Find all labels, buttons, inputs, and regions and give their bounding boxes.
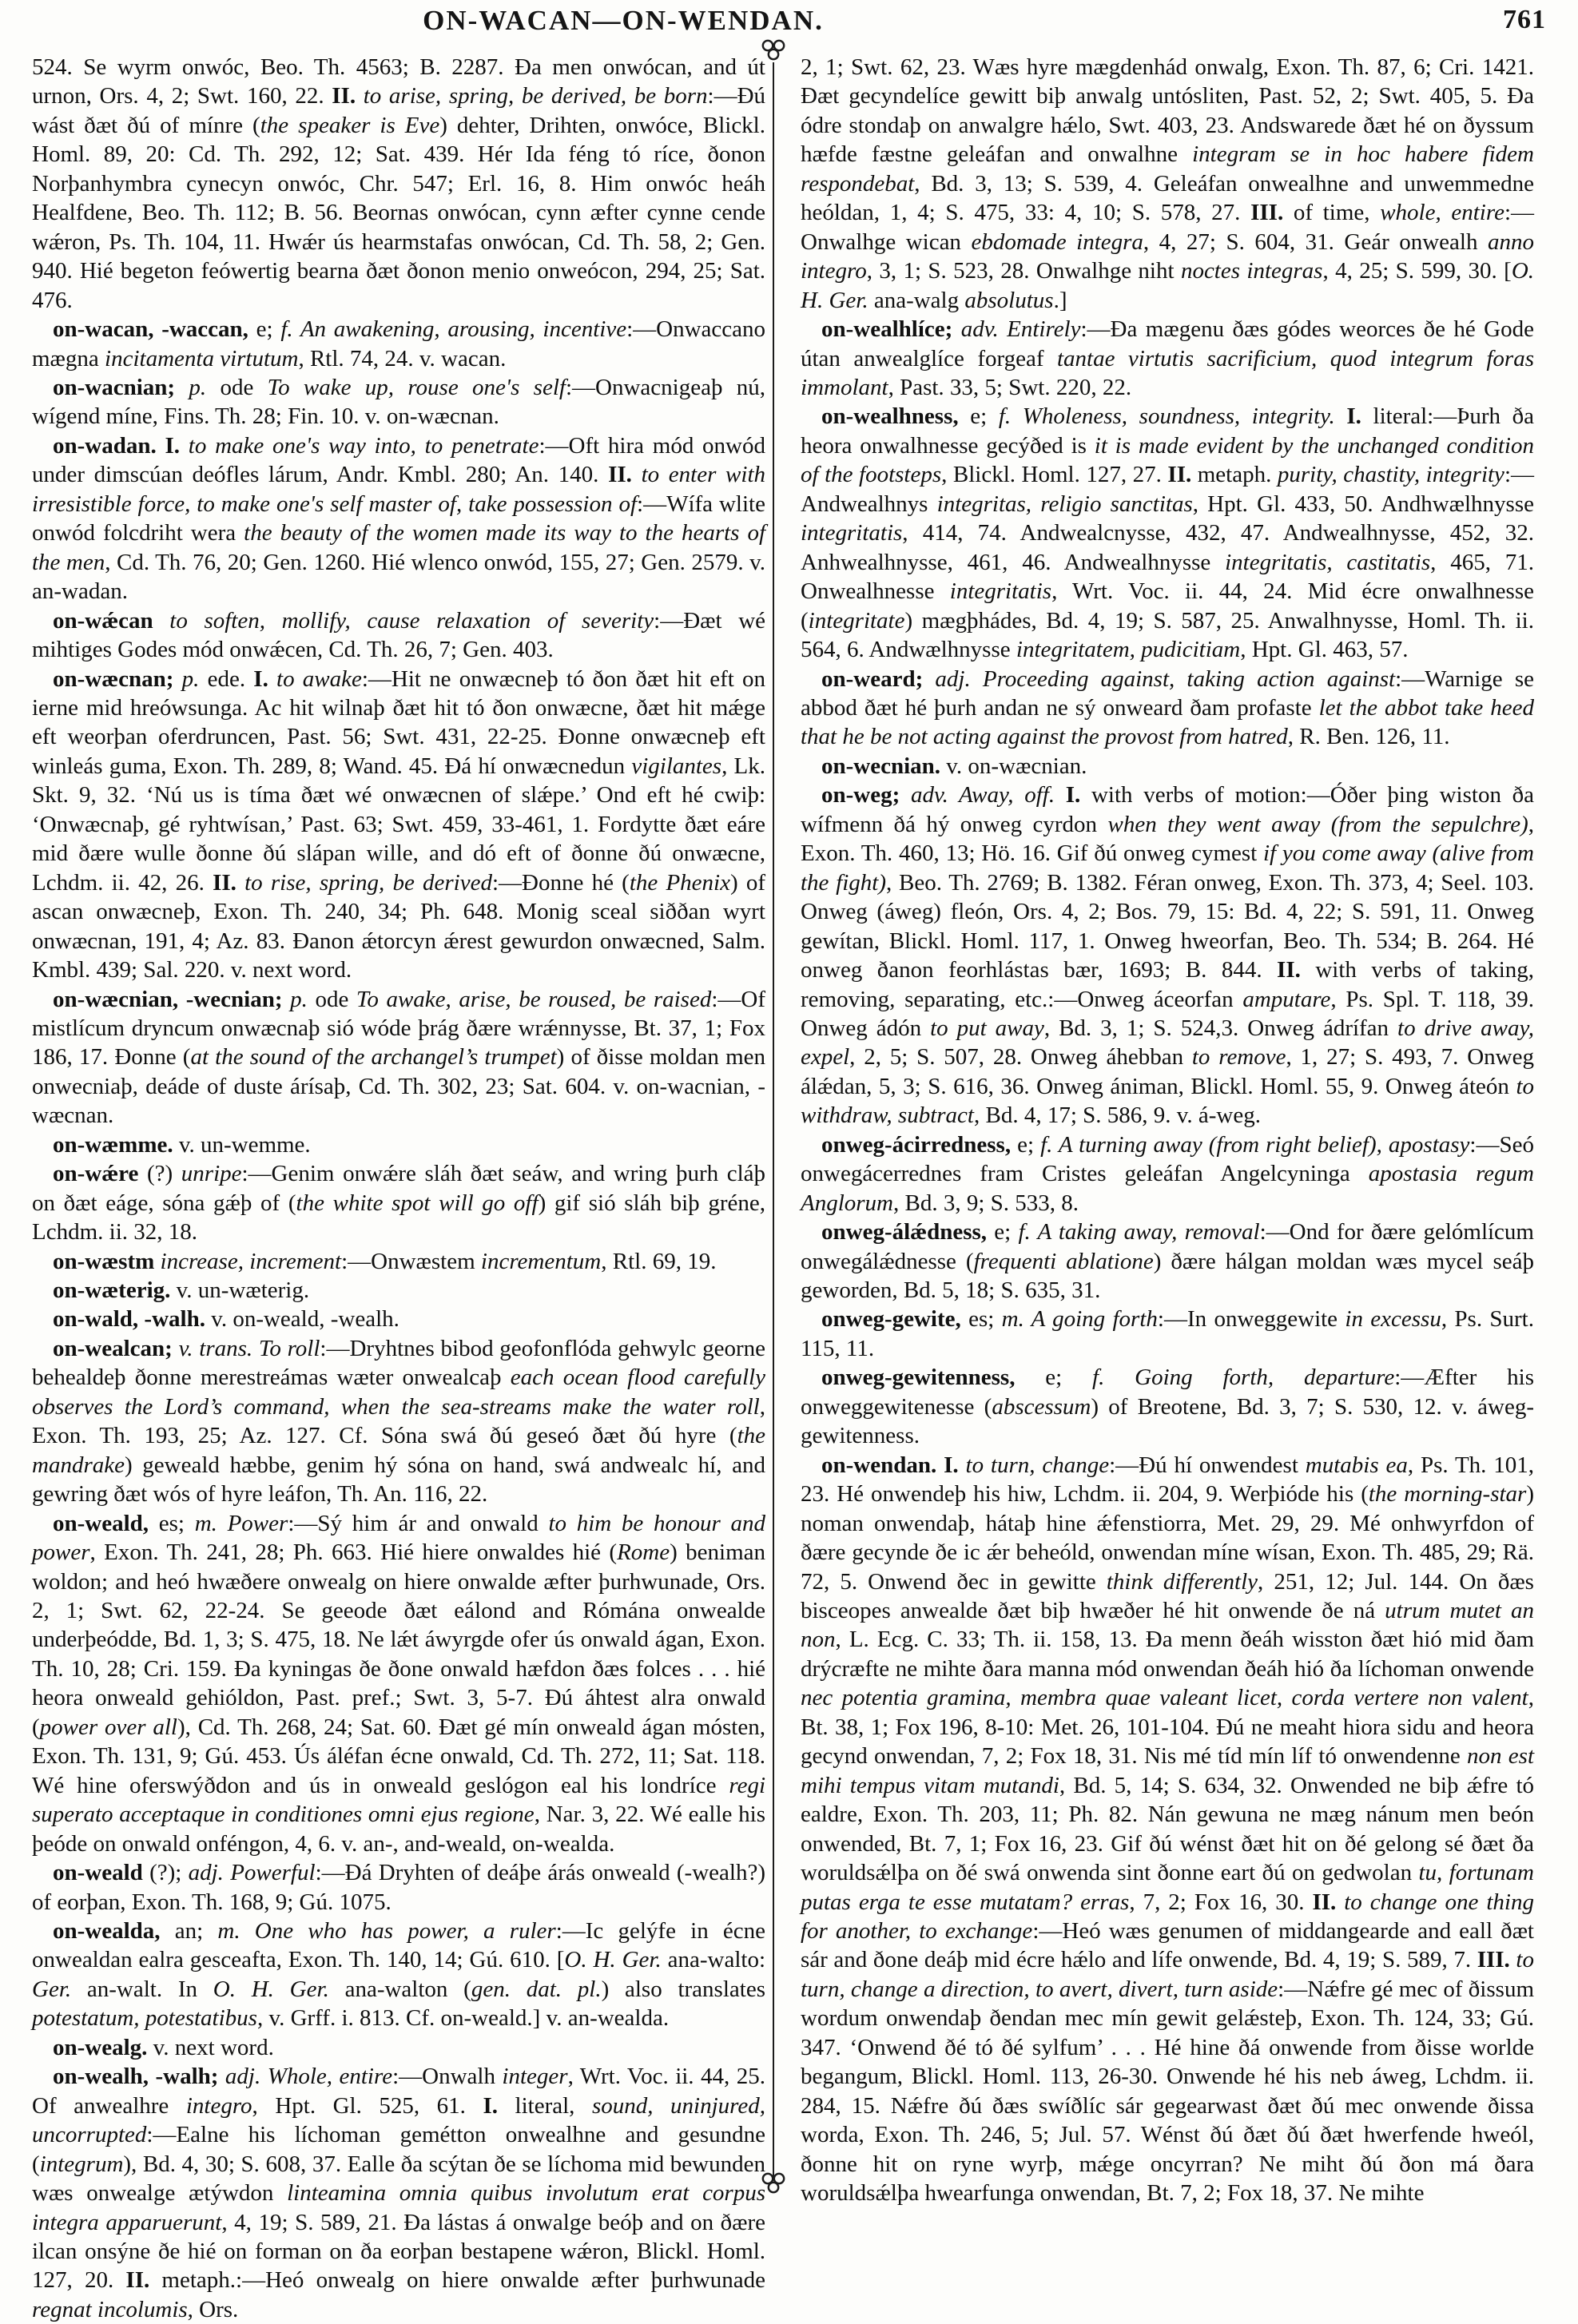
- gloss-text: Rome: [617, 1539, 670, 1566]
- body-text: ) geweald hæbbe, genim hý sóna on hand, swá andwealc hí, and gewring ðæt wós of hyre leáfon, Th. An. 116, 22.: [32, 1452, 765, 1508]
- gloss-text: integritatis, castitatis: [1225, 549, 1431, 575]
- body-text: , 251, 12; Jul. 144. On ðæs bisceopes anwealde ðæt biþ hwæðer hé hit onwende ðe ná: [801, 1568, 1534, 1624]
- gloss-text: to enter with irresistible force, to make one's self master of, take possession of: [32, 462, 765, 517]
- gloss-text: in excessu: [1345, 1306, 1441, 1333]
- gloss-text: m. A going forth: [1001, 1306, 1158, 1333]
- headword-or-sense-label: II.: [332, 83, 356, 109]
- body-text: [283, 987, 291, 1012]
- body-text: .]: [1053, 287, 1067, 313]
- gloss-text: v. trans. To roll: [178, 1335, 320, 1361]
- body-text: , Bt. 38, 1; Fox 196, 8-10: Met. 26, 101-104. Ðú ne meaht hiora sidu and heora gecynd onwendan, 7, 2; Fox 18, 31. Nis mé tíd mín líf tó onwendenne: [801, 1685, 1534, 1770]
- body-text: :—Ealne his líchoman gemétton onwealhne and gesundne (: [32, 2122, 765, 2177]
- gloss-text: incrementum: [480, 1248, 602, 1274]
- dictionary-entry: [32, 665, 765, 985]
- dictionary-entry: [801, 1305, 1534, 1363]
- body-text: with verbs of motion:—Óðer þing wiston ða wífmenn ðá hý onweg cyrdon: [801, 782, 1534, 837]
- body-text: :—Sý him ár and onwald: [288, 1510, 549, 1536]
- gloss-text: to turn, change: [958, 1452, 1110, 1478]
- body-text: [218, 2064, 225, 2089]
- body-text: with verbs of taking, removing, separating, etc.:—Onweg áceorfan: [801, 957, 1534, 1012]
- dictionary-entry: [32, 1247, 765, 1276]
- headword-or-sense-label: on-wald, -walh.: [53, 1306, 205, 1333]
- body-text: , Ps. Th. 101, 23. Hé onwendeþ his hiw, Lchdm. ii. 204, 9. Werþióde his (: [801, 1452, 1535, 1508]
- page-number: 761: [1503, 5, 1546, 34]
- gloss-text: noctes integras: [1180, 258, 1323, 284]
- column-divider-rule: [773, 62, 774, 2179]
- gloss-text: O. H. Ger.: [213, 1976, 329, 2002]
- gloss-text: the Phenix: [629, 869, 730, 896]
- headword-or-sense-label: on-weald: [53, 1860, 143, 1886]
- body-text: , Bd. 3, 9; S. 533, 8.: [893, 1190, 1079, 1216]
- gloss-text: tu, fortunam putas erga te esse mutatam? erras: [801, 1860, 1534, 1915]
- body-text: metaph.:—Heó onwealg on hiere onwalde æfter þurhwunade: [149, 2267, 765, 2294]
- body-text: , Wrt. Voc. ii. 44, 25. Of anwealhre: [32, 2064, 765, 2119]
- body-text: , 4, 27; S. 604, 31. Geár onwealh: [1143, 228, 1488, 255]
- body-text: :—Onwæstem: [341, 1248, 481, 1274]
- body-text: :—Æfter his onweggewitenesse (: [801, 1365, 1534, 1420]
- headword-or-sense-label: onweg-álǽdness,: [821, 1219, 988, 1245]
- body-text: :—Ðú wást ðæt ðú of mínre (: [32, 83, 766, 138]
- gloss-text: if you come away (alive from the fight): [801, 840, 1534, 896]
- body-text: ) mægþhádes, Bd. 4, 19; S. 587, 25. Anwalhnysse, Homl. Th. ii. 564, 6. Andwælhnysse: [801, 607, 1534, 663]
- gloss-text: f. A taking away, removal: [1018, 1219, 1260, 1245]
- headword-or-sense-label: I.: [944, 1452, 959, 1478]
- gloss-text: vigilantes: [631, 753, 722, 779]
- headword-or-sense-label: on-wealda,: [53, 1918, 161, 1944]
- body-text: , 465, 71. Onwealhnesse: [801, 549, 1534, 605]
- body-text: , 414, 74. Andwealcnysse, 432, 47. Andwealhnysse, 452, 32. Anhwealhnysse, 461, 46. Andwealhnysse: [801, 520, 1534, 575]
- headword-or-sense-label: II.: [1277, 957, 1301, 983]
- headword-or-sense-label: on-wæcnan;: [53, 665, 174, 692]
- body-text: , 4, 19; S. 589, 21. Ða lástas á onwalge beóþ and on ðære ilcan onsýne ðe hié on forman on ða eorþan bestapene wǽron, Blickl. Homl. 127, 20.: [32, 2209, 765, 2294]
- body-text: :—Warnige se abbod ðæt hé þurh andan ne sý onweard ðam profaste: [801, 665, 1534, 721]
- body-text: 2, 1; Swt. 62, 23. Wæs hyre mægdenhád onwalg, Exon. Th. 87, 6; Cri. 1421. Ðæt gecyndelíce gewitt biþ anwalg untósliten, Past. 52, 2; Swt. 405, 5. Ða ódre stondaþ on anwalgre hǽlo, Swt. 403, 23. Andswarede ðæt hé on ðyssum hæfde fæstne geleáfan and onwalhne: [801, 54, 1534, 168]
- headword-or-sense-label: on-wǽre: [53, 1161, 139, 1187]
- body-text: , Cd. Th. 76, 20; Gen. 1260. Hié wlenco onwód, 155, 27; Gen. 2579. v. an-wadan.: [32, 549, 765, 605]
- headword-or-sense-label: on-wǽcan: [53, 607, 153, 634]
- dictionary-entry: [32, 315, 765, 373]
- body-text: , L. Ecg. C. 33; Th. ii. 158, 13. Ða menn ðeáh wisston ðæt hió mid ðam drýcræfte ne mihte ðara manna mód onwendan ðeáh hió ða líchoman onwende: [801, 1627, 1534, 1682]
- gloss-text: integritate: [808, 607, 905, 634]
- body-text: :—Seó onwegácerrednes fram Cristes geleáfan Angelcyninga: [801, 1131, 1534, 1187]
- body-text: , Nar. 3, 22. Wé ealle his þeóde on onwald onféngon, 4, 6. v. an-, and-weald, on-wealda.: [32, 1802, 765, 1857]
- body-text: :—Andwealhnys: [801, 462, 1534, 517]
- body-text: :—Ða mægenu ðæs gódes weorces ðe hé Gode útan anwealglíce forgeaf: [801, 316, 1535, 371]
- gloss-text: ebdomade integra: [971, 228, 1143, 255]
- headword-or-sense-label: on-wealcan;: [53, 1335, 173, 1361]
- body-text: ) of ascan onwæcneþ, Exon. Th. 240, 34; Ph. 648. Monig sceal siððan wyrt onwæcnan, 191, 4; Az. 83. Ðanon ǽtorcyn ǽrest gewurdon onwæcned, Salm. Kmbl. 439; Sal. 220. v. next word.: [32, 869, 765, 983]
- body-text: ) noman onwendaþ, hátaþ hine ǽfenstiorra, Met. 29, 29. Mé onhwyrfdon of ðære gecynde ðe ic ǽr beheóld, onwendan míne wísan, Exon. Th. 485, 29; Rä. 72, 5. Onwend ðec in gewitte: [801, 1481, 1534, 1595]
- gloss-text: amputare: [1242, 986, 1331, 1012]
- body-text: :—Nǽfre gé mec of ðissum wordum onwendaþ ðendan mec mín gewit gelǽsteþ, Exon. Th. 124, 33; Gú. 347. ‘Onwend ðé tó ðé sylfum’ . . . Hé hine ðá onwende from ðisse worlde begangum, Blickl. Homl. 113, 26-30. Onwende hé his neb áweg, Lchdm. ii. 284, 15. Nǽfre ðú ðæs swíðlíc sár gegearwast ðæt ðú mec onwende ðissa worda, Exon. Th. 246, 5; Jul. 57. Wénst ðú ðæt ðú ðæt hwerfende hweól, ðonne hit on ryne wyrþ, mǽge oncyrran? Ne miht ðú ðon má ðara woruldsǽlþa hwearfunga onwendan, Bt. 7, 2; Fox 18, 37. Ne mihte: [801, 1976, 1534, 2207]
- body-text: :—Onwalh: [392, 2064, 503, 2090]
- headword-or-sense-label: II.: [608, 462, 632, 488]
- body-text: :—Ond for ðære gelómlícum onwegálǽdnesse (: [801, 1219, 1534, 1274]
- gloss-text: f. A turning away (from right belief), apostasy: [1040, 1131, 1470, 1158]
- gloss-text: tantae virtutis sacrificium, quod integrum foras immolant: [801, 345, 1534, 400]
- dictionary-entry: [32, 1334, 765, 1509]
- body-text: ) beniman woldon; and heó hwæðere onwealg on hiere onwalde æfter þurhwunade, Ors. 2, 1; Swt. 62, 22-24. Se geeode ðæt eálond and Rómána onwealde underþeódde, Bd. 1, 3; S. 475, 18. Ne lǽt áwyrgde ofer ús onwald ágan, Exon. Th. 10, 28; Cri. 159. Ða kyningas ðe ðone onwald hæfdon ðæs folces . . . hié heora onweald gehióldon, Past. pref.; Swt. 3, 5-7. Ðú áhtest alra onwald (: [32, 1539, 765, 1740]
- dictionary-entry: [32, 1917, 765, 2033]
- dictionary-entry: [801, 665, 1534, 752]
- gloss-text: potestatum, potestatibus: [32, 2005, 257, 2032]
- body-text: v. on-weald, -wealh.: [205, 1306, 399, 1333]
- body-text: , Hpt. Gl. 525, 61.: [252, 2092, 483, 2119]
- headword-or-sense-label: onweg-gewitenness,: [821, 1365, 1016, 1391]
- gloss-text: to awake: [268, 665, 362, 692]
- body-text: e;: [1015, 1365, 1093, 1391]
- right-column: [801, 53, 1534, 2208]
- dictionary-entry: [801, 402, 1534, 664]
- gloss-text: abscessum: [992, 1393, 1091, 1420]
- gloss-text: p.: [189, 374, 207, 400]
- body-text: [173, 666, 181, 692]
- body-text: , Rtl. 74, 24. v. wacan.: [298, 345, 507, 371]
- body-text: , R. Ben. 126, 11.: [1287, 724, 1450, 750]
- dictionary-entry: [801, 1451, 1534, 2208]
- gloss-text: O. H. Ger.: [801, 258, 1535, 313]
- body-text: , Bd. 5, 14; S. 634, 32. Onwended ne biþ ǽfre tó ealdre, Exon. Th. 203, 11; Ph. 82. Nán gewuna ne mæg nánum men beón onwended, Bt. 7, 1; Fox 16, 23. Gif ðú wénst ðæt hit on ðé gelong sé ðæt ða woruldsǽlþa on ðé swá onwenda sint ðonne eart ðú on gedwolan: [801, 1772, 1535, 1886]
- gloss-text: adj. Powerful: [188, 1860, 316, 1886]
- body-text: e;: [987, 1219, 1019, 1245]
- body-text: :—Onwaccano mægna: [32, 316, 766, 371]
- dictionary-entry: [801, 1218, 1534, 1305]
- gloss-text: power over all: [39, 1714, 177, 1740]
- headword-or-sense-label: on-wecnian.: [821, 753, 941, 779]
- gloss-text: adv. Entirely: [960, 316, 1081, 343]
- body-text: , Wrt. Voc. ii. 44, 24. Mid écre onwalhnesse (: [801, 578, 1534, 634]
- body-text: (?): [138, 1161, 181, 1187]
- gloss-text: to soften, mollify, cause relaxation of severity: [153, 607, 654, 634]
- body-text: , 2, 5; S. 507, 28. Onweg áhebban: [849, 1044, 1192, 1071]
- gloss-text: Ger.: [32, 1976, 72, 2002]
- gloss-text: p.: [181, 665, 200, 692]
- gloss-text: regnat incolumis: [32, 2296, 188, 2322]
- headword-or-sense-label: II.: [213, 869, 237, 896]
- body-text: v. on-wæcnian.: [940, 753, 1087, 779]
- gloss-text: the beauty of the women made its way to the hearts of the men: [32, 520, 765, 575]
- gloss-text: linteamina omnia quibus involutum erat corpus integra apparuerunt: [32, 2180, 766, 2235]
- body-text: , Past. 33, 5; Swt. 220, 22.: [888, 374, 1132, 400]
- body-text: 524. Se wyrm onwóc, Beo. Th. 4563; B. 2287. Ða men onwócan, and út urnon, Ors. 4, 2; Swt. 160, 22.: [32, 54, 765, 109]
- body-text: :—Onwacnigeaþ nú, wígend míne, Fins. Th. 28; Fin. 10. v. on-wæcnan.: [32, 374, 765, 430]
- body-text: v. next word.: [147, 2034, 274, 2060]
- body-text: ) ðære hálgan moldan wæs mycel seáþ geworden, Bd. 5, 18; S. 635, 31.: [801, 1248, 1534, 1304]
- dictionary-entry: [32, 1509, 765, 1858]
- gloss-text: to remove: [1191, 1044, 1286, 1071]
- body-text: ), Cd. Th. 268, 24; Sat. 60. Ðæt gé mín onweald ágan mósten, Exon. Th. 131, 9; Gú. 453. Ús áléfan écne onwald, Cd. Th. 272, 11; Sat. 118. Wé hine oferswýðdon and ús in onweald geslógon eal his londríce: [32, 1714, 765, 1798]
- headword-or-sense-label: on-weg;: [821, 782, 900, 808]
- gloss-text: let the abbot take heed that he be not acting against the provost from hatred: [801, 694, 1535, 750]
- body-text: , Exon. Th. 193, 25; Az. 127. Cf. Sóna swá ðú geseó ðæt ðú hyre (: [32, 1393, 765, 1449]
- gloss-text: anno integro: [801, 228, 1534, 284]
- gloss-text: f. Wholeness, soundness, integrity.: [998, 403, 1335, 430]
- body-text: v. un-wæterig.: [170, 1277, 310, 1304]
- body-text: ) dehter, Drihten, onwóce, Blickl. Homl. 89, 20: Cd. Th. 292, 12; Sat. 439. Hér Ida féng tó ríce, ðonon Norþanhymbra cynecyn onwóc, Chr. 547; Erl. 16, 8. Him onwóc heáh Healfdene, Beo. Th. 112; B. 56. Beornas onwócan, cynn æfter cynne cende wǽron, Ps. Th. 104, 11. Hwǽr ús hearmstafas onwócan, Cd. Th. 58, 2; Gen. 940. Hié begeton feówertig bearna ðæt ðonon menio onweócon, 294, 25; Sat. 476.: [32, 112, 765, 313]
- dictionary-entry: [801, 1363, 1534, 1450]
- body-text: , Beo. Th. 2769; B. 1382. Féran onweg, Exon. Th. 373, 4; Seel. 103. Onweg (áweg) fleón, Ors. 4, 2; Bos. 79, 15: Bd. 4, 22; S. 591, 11. Onweg gewítan, Blickl. Homl. 117, 1. Onweg hweorfan, Beo. Th. 534; B. 264. Hé onweg ðanon feorhlástas bær, 1693; B. 844.: [801, 869, 1534, 983]
- dictionary-entry: [32, 431, 765, 606]
- gloss-text: adj. Whole, entire: [225, 2064, 393, 2090]
- gloss-text: when they went away (from the sepulchre): [1107, 811, 1528, 837]
- gloss-text: nec potentia gramina, membra quae valeant licet, corda vertere non valent: [801, 1685, 1528, 1711]
- headword-or-sense-label: I.: [165, 432, 181, 459]
- gloss-text: to rise, spring, be derived: [236, 869, 492, 896]
- headword-or-sense-label: I.: [1346, 403, 1361, 430]
- headword-or-sense-label: I.: [253, 665, 268, 692]
- headword-or-sense-label: on-wæmme.: [53, 1131, 173, 1158]
- body-text: :—Heó wæs genumen of middangearde and eall ðæt sár and ðone deáþ mid écre hǽlo and lífe onwende, Bd. 4, 19; S. 589, 7.: [801, 1918, 1534, 1973]
- gloss-text: integram se in hoc habere fidem respondebat: [801, 141, 1534, 197]
- gloss-text: adv. Away, off.: [910, 782, 1055, 808]
- gloss-text: to him be honour and power: [32, 1510, 765, 1566]
- page-title: ON-WACAN—ON-WENDAN.: [423, 5, 824, 36]
- body-text: ) also translates: [601, 1976, 765, 2002]
- body-text: an;: [160, 1918, 218, 1944]
- headword-or-sense-label: on-wacan, -waccan,: [53, 316, 248, 343]
- body-text: [175, 375, 189, 400]
- dictionary-entry: [32, 1305, 765, 1333]
- body-text: , v. Grff. i. 813. Cf. on-weald.] v. an-wealda.: [256, 2005, 670, 2032]
- gloss-text: gen. dat. pl.: [471, 1976, 602, 2002]
- gloss-text: integritatis: [801, 520, 903, 546]
- body-text: (?);: [142, 1860, 189, 1886]
- body-text: :—Hit ne onwæcneþ tó ðon ðæt hit eft on ierne mid hreówsunga. Ac hit wilnaþ ðæt hit tó ðon onwæcne, ðæt hit mǽge eft weorþan oferdruncen, Past. 56; Swt. 431, 22-25. Ðonne onwæcneþ eft winleás guma, Exon. Th. 289, 8; Wand. 45. Ðá hí onwæcnedun: [32, 665, 765, 779]
- gloss-text: the white spot will go off: [296, 1190, 539, 1216]
- body-text: :—Oft hira mód onwód under dimscúan deófles lárum, Andr. Kmbl. 280; An. 140.: [32, 432, 766, 488]
- gloss-text: to make one's way into, to penetrate: [180, 432, 539, 459]
- headword-or-sense-label: on-wealhness,: [821, 403, 959, 430]
- gloss-text: incitamenta virtutum: [105, 345, 299, 371]
- gloss-text: f. Going forth, departure: [1092, 1365, 1395, 1391]
- dictionary-entry: [32, 2033, 765, 2062]
- body-text: , Ps. Surt. 115, 11.: [801, 1306, 1534, 1361]
- body-text: , Hpt. Gl. 463, 57.: [1240, 637, 1409, 663]
- body-text: , 1, 27; S. 493, 7. Onweg álǽdan, 5, 3; S. 616, 36. Onweg ániman, Blickl. Homl. 55, 9. Onweg áteón: [801, 1044, 1534, 1099]
- body-text: ana-walg: [868, 287, 965, 313]
- gloss-text: each ocean flood carefully observes the Lord’s command, when the sea-streams make the water roll: [32, 1365, 765, 1420]
- gloss-text: integrum: [39, 2151, 124, 2177]
- gloss-text: purity, chastity, integrity: [1277, 462, 1504, 488]
- headword-or-sense-label: on-wealg.: [53, 2034, 148, 2060]
- gloss-text: whole, entire: [1380, 200, 1504, 226]
- dictionary-entry: [801, 781, 1534, 1130]
- body-text: ) of ðisse moldan men onwecniaþ, deáde of duste árísaþ, Cd. Th. 302, 23; Sat. 604. v. on-wacnian, -wæcnan.: [32, 1044, 765, 1129]
- dictionary-entry: [32, 606, 765, 665]
- body-text: e;: [958, 403, 999, 430]
- dictionary-entry: [32, 1276, 765, 1305]
- gloss-text: utrum mutet an non: [801, 1598, 1534, 1653]
- headword-or-sense-label: onweg-gewite,: [821, 1306, 961, 1333]
- body-text: [900, 782, 911, 808]
- gloss-text: integritatem, pudicitiam: [1016, 637, 1241, 663]
- gloss-text: the mandrake: [32, 1423, 765, 1478]
- gloss-text: sound, uninjured, uncorrupted: [32, 2092, 766, 2148]
- body-text: :—In onweggewite: [1157, 1306, 1345, 1333]
- body-text: , Lk. Skt. 9, 32. ‘Nú us is tíma ðæt wé onwæcnen of slǽpe.’ Ond eft hé cwiþ: ‘Onwæcnaþ, gé ryhtwísan,’ Past. 63; Swt. 459, 33-461, 1. Fordytte ðæt eáre mid ðære wulle ðonne ðú slápan wille, and dó eft of ðonne ðú onwæcne, Lchdm. ii. 42, 26.: [32, 753, 765, 896]
- body-text: ) gif sió sláh biþ gréne, Lchdm. ii. 32, 18.: [32, 1190, 765, 1245]
- dictionary-entry: [32, 985, 765, 1130]
- body-text: :—Ðá Dryhten of deáþe árás onweald (-wealh?) of eorþan, Exon. Th. 168, 9; Gú. 1075.: [32, 1860, 765, 1915]
- body-text: es;: [960, 1306, 1002, 1333]
- gloss-text: O. H. Ger.: [564, 1947, 662, 1973]
- body-text: ode: [206, 374, 268, 400]
- body-text: , Ps. Spl. T. 118, 39. Onweg ádón: [801, 986, 1535, 1041]
- body-text: , Bd. 3, 13; S. 539, 4. Geleáfan onwealhne and unwemmedne heóldan, 1, 4; S. 475, 33: 4, 10; S. 578, 27.: [801, 170, 1534, 226]
- headword-or-sense-label: III.: [1250, 200, 1284, 226]
- gloss-text: integer: [502, 2064, 568, 2090]
- gloss-text: to arise, spring, be derived, be born: [356, 83, 708, 109]
- gloss-text: to change one thing for another, to exchange: [801, 1889, 1534, 1944]
- headword-or-sense-label: on-wacnian;: [53, 374, 176, 400]
- gloss-text: To awake, arise, be roused, be raised: [356, 986, 712, 1012]
- body-text: [1055, 782, 1066, 808]
- body-text: :—Ðæt wé mihtiges Godes mód onwǽcen, Cd. Th. 26, 7; Gen. 403.: [32, 607, 766, 663]
- headword-or-sense-label: I.: [483, 2092, 499, 2119]
- body-text: [952, 316, 960, 342]
- body-text: :—Of mistlícum dryncum onwæcnaþ sió wóde þrág ðære wrǽnnysse, Bt. 37, 1; Fox 186, 17. Ðonne (: [32, 986, 766, 1071]
- headword-or-sense-label: on-wealhlíce;: [821, 316, 953, 343]
- gloss-text: think differently: [1106, 1568, 1258, 1595]
- body-text: , Exon. Th. 241, 28; Ph. 663. Hié hiere onwaldes hié (: [89, 1539, 618, 1566]
- headword-or-sense-label: II.: [1312, 1889, 1337, 1915]
- gloss-text: absolutus: [964, 287, 1054, 313]
- body-text: , 7, 2; Fox 16, 30.: [1129, 1889, 1313, 1915]
- headword-or-sense-label: II.: [125, 2267, 150, 2294]
- gloss-text: unripe: [181, 1161, 242, 1187]
- body-text: , 3, 1; S. 523, 28. Onwalhge niht: [866, 258, 1181, 284]
- headword-or-sense-label: I.: [1065, 782, 1081, 808]
- body-text: [1335, 403, 1347, 429]
- gloss-text: increase, increment: [154, 1248, 342, 1274]
- body-text: of time,: [1283, 200, 1381, 226]
- body-text: , Ors.: [187, 2296, 239, 2322]
- body-text: , Rtl. 69, 19.: [601, 1248, 717, 1274]
- headword-or-sense-label: on-weald,: [53, 1510, 149, 1536]
- body-text: :—Ðonne hé (: [491, 869, 630, 896]
- gloss-text: f. An awakening, arousing, incentive: [280, 316, 627, 343]
- dictionary-entry: [801, 752, 1534, 781]
- body-text: es;: [149, 1510, 195, 1536]
- headword-or-sense-label: II.: [1167, 462, 1192, 488]
- gloss-text: regi superato acceptaque in conditiones omni ejus regione: [32, 1772, 765, 1828]
- gloss-text: non est mihi tempus vitam mutandi: [801, 1743, 1535, 1798]
- body-text: [157, 433, 165, 459]
- gloss-text: to put away: [930, 1015, 1044, 1041]
- gloss-text: To wake up, rouse one's self: [267, 374, 566, 400]
- gloss-text: integritatis: [949, 578, 1052, 605]
- continuation-paragraph: [801, 53, 1534, 315]
- headword-or-sense-label: III.: [1477, 1947, 1510, 1973]
- headword-or-sense-label: on-wadan.: [53, 432, 157, 459]
- dictionary-entry: [801, 315, 1534, 402]
- headword-or-sense-label: onweg-ácirredness,: [821, 1131, 1012, 1158]
- body-text: [936, 1452, 944, 1478]
- body-text: :—Dryhtnes bibod geofonflóda gehwylc georne behealdeþ ðonne merestreámas wæter onwealcaþ: [32, 1335, 766, 1391]
- body-text: ode: [307, 986, 356, 1012]
- dictionary-entry: [32, 1130, 765, 1159]
- headword-or-sense-label: on-wealh, -walh;: [53, 2064, 219, 2090]
- body-text: v. un-wemme.: [173, 1131, 311, 1158]
- body-text: an-walt. In: [71, 1976, 213, 2002]
- gloss-text: p.: [290, 986, 308, 1012]
- gloss-text: to turn, change a direction, to avert, divert, turn aside: [801, 1947, 1534, 2002]
- body-text: :—Ic gelýfe in écne onwealdan ealra gesceafta, Exon. Th. 140, 14; Gú. 610. [: [32, 1918, 766, 1973]
- body-text: , 4, 25; S. 599, 30. [: [1322, 258, 1512, 284]
- body-text: e;: [1011, 1131, 1041, 1158]
- headword-or-sense-label: on-wæstm: [53, 1248, 155, 1274]
- body-text: , Blickl. Homl. 127, 27.: [941, 462, 1168, 488]
- gloss-text: to drive away, expel: [801, 1015, 1534, 1071]
- gloss-text: the speaker is Eve: [260, 112, 440, 138]
- gloss-text: it is made evident by the unchanged condition of the footsteps: [801, 432, 1534, 488]
- body-text: literal:—Þurh ða heora onwalhnesse gecýðed is: [801, 403, 1535, 459]
- body-text: , Hpt. Gl. 433, 50. Andhwælhnysse: [1192, 491, 1534, 517]
- dictionary-entry: [32, 1858, 765, 1917]
- body-text: , Bd. 3, 1; S. 524,3. Onweg ádrífan: [1043, 1015, 1398, 1041]
- gloss-text: apostasia regum Anglorum: [801, 1161, 1534, 1216]
- body-text: :—Ðú hí onwendest: [1109, 1452, 1306, 1478]
- headword-or-sense-label: on-wendan.: [821, 1452, 937, 1478]
- continuation-paragraph: [32, 53, 765, 315]
- gloss-text: frequenti ablatione: [973, 1248, 1154, 1274]
- body-text: ana-walton (: [328, 1976, 471, 2002]
- body-text: ana-walto:: [661, 1947, 765, 1973]
- body-text: ede.: [199, 665, 254, 692]
- body-text: [923, 666, 935, 692]
- gloss-text: integro: [185, 2092, 252, 2119]
- gloss-text: m. One who has power, a ruler: [217, 1918, 556, 1944]
- gloss-text: adj. Proceeding against, taking action against: [935, 665, 1396, 692]
- gloss-text: m. Power: [194, 1510, 288, 1536]
- headword-or-sense-label: on-weard;: [821, 665, 924, 692]
- headword-or-sense-label: on-wæcnian, -wecnian;: [53, 986, 283, 1012]
- body-text: :—Onwalhge wican: [801, 200, 1535, 255]
- gloss-text: the morning-star: [1368, 1481, 1527, 1508]
- gloss-text: at the sound of the archangel’s trumpet: [190, 1044, 557, 1071]
- left-column: [32, 53, 765, 2324]
- gloss-text: mutabis ea: [1305, 1452, 1408, 1478]
- body-text: literal,: [498, 2092, 592, 2119]
- body-text: :—Genim onwǽre sláh ðæt seáw, and wring þurh cláþ on ðæt eáge, sóna gǽþ of (: [32, 1161, 766, 1216]
- body-text: ) of Breotene, Bd. 3, 7; S. 530, 12. v. áweg-gewitenness.: [801, 1393, 1534, 1449]
- headword-or-sense-label: on-wæterig.: [53, 1277, 171, 1304]
- body-text: :—Wífa wlite onwód folcdriht wera: [32, 491, 765, 546]
- gloss-text: integritas, religio sanctitas: [936, 491, 1193, 517]
- dictionary-entry: [32, 1159, 765, 1246]
- body-text: e;: [248, 316, 281, 343]
- dictionary-entry: [32, 373, 765, 431]
- gloss-text: to withdraw, subtract: [801, 1073, 1534, 1129]
- body-text: , Exon. Th. 460, 13; Hö. 16. Gif ðú onweg cymest: [801, 811, 1534, 867]
- body-text: , Bd. 4, 17; S. 586, 9. v. á-weg.: [974, 1102, 1261, 1129]
- body-text: [173, 1336, 179, 1361]
- body-text: ), Bd. 4, 30; S. 608, 37. Ealle ða scýtan ðe se líchoma mid bewunden wæs onwealge ætýwdon: [32, 2151, 765, 2207]
- dictionary-entry: [801, 1130, 1534, 1218]
- body-text: metaph.: [1191, 462, 1278, 488]
